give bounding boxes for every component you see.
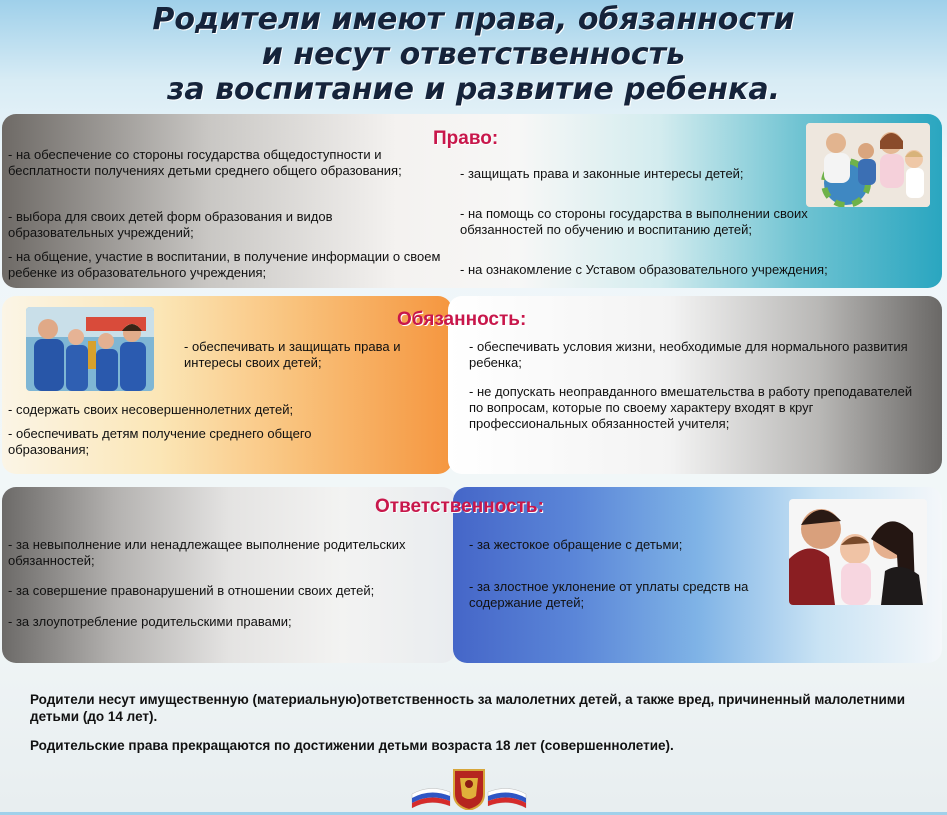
pravo-right-item-2: - на помощь со стороны государства в выполнении своих обязанностей по обучению и воспитанию детей; (460, 206, 808, 237)
pravo-left-item-1: - на обеспечение со стороны государства общедоступности и бесплатности получениях детьми среднего общего образования; (8, 147, 402, 178)
pravo-left-item-2: - выбора для своих детей форм образования и видов образовательных учреждений; (8, 209, 333, 240)
team-photo-drawing (26, 307, 154, 391)
page-title (0, 2, 947, 107)
obyaz-right-item-1: - обеспечивать условия жизни, необходимые для нормального развития ребенка; (469, 339, 908, 370)
title-line-2: и несут ответственность (261, 37, 686, 72)
title-line-1: Родители имеют права, обязанности (152, 2, 795, 37)
otvetstvennost-heading: Ответственность: (375, 496, 544, 517)
obyaz-right-item-2: - не допускать неоправданного вмешательства в работу преподавателей по вопросам, которые по своему характеру входят в круг профессиональных обязанностей учителя; (469, 384, 913, 431)
otv-right-item-1: - за жестокое обращение с детьми; (469, 537, 683, 552)
obyaz-left-item-3: - обеспечивать детям получение среднего общего образования; (8, 426, 312, 457)
bottom-note-2: Родительские права прекращаются по достижении детьми возраста 18 лет (совершеннолетие). (30, 738, 674, 753)
bottom-note-1: Родители несут имущественную (материальную)ответственность за малолетних детей, а также вред, причиненный малолетними детьми (до 14 лет). (30, 692, 906, 724)
pravo-right-item-1: - защищать права и законные интересы детей; (460, 166, 744, 181)
otv-left-item-3: - за злоупотребление родительскими правами; (8, 614, 292, 629)
obyaz-left-item-2: - содержать своих несовершеннолетних детей; (8, 402, 294, 417)
family-photo-drawing (806, 123, 930, 207)
title-line-3: за воспитание и развитие ребенка. (166, 72, 781, 107)
pravo-left-item-3: - на общение, участие в воспитании, в получение информации о своем ребенке из образовательного учреждения; (8, 249, 441, 280)
otv-left-item-1: - за невыполнение или ненадлежащее выполнение родительских обязанностей; (8, 537, 406, 568)
coat-of-arms-emblem (410, 766, 528, 810)
obyaz-left-item-1: - обеспечивать и защищать права и интересы своих детей; (184, 339, 401, 370)
team-photo (26, 307, 154, 391)
parents-child-photo-drawing (789, 499, 927, 605)
emblem-drawing (410, 766, 528, 810)
parents-child-photo (789, 499, 927, 605)
family-photo (806, 123, 930, 207)
pravo-right-item-3: - на ознакомление с Уставом образовательного учреждения; (460, 262, 828, 277)
otv-right-item-2: - за злостное уклонение от уплаты средств на содержание детей; (469, 579, 749, 610)
pravo-heading: Право: (433, 128, 499, 149)
otv-left-item-2: - за совершение правонарушений в отношении своих детей; (8, 583, 375, 598)
obyazannost-heading: Обязанность: (397, 309, 527, 330)
